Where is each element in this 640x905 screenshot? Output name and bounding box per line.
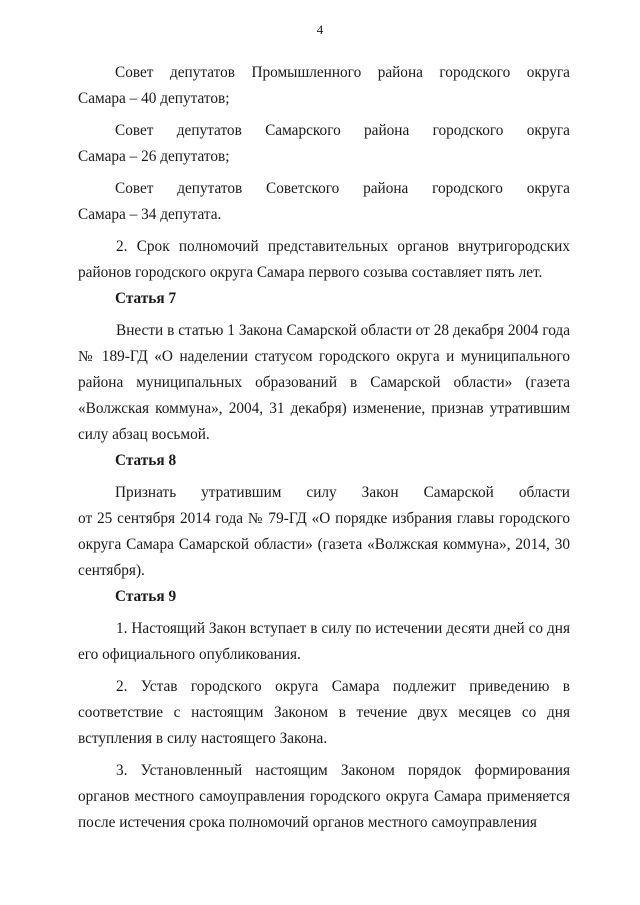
page-number: 4	[316, 22, 324, 37]
word: городского	[432, 122, 504, 139]
article-7-heading: Статья 7	[115, 290, 177, 307]
council-line	[78, 60, 570, 86]
word: района	[377, 64, 423, 81]
article-9-clause-1: 1. Настоящий Закон вступает в силу по истечении десяти дней со дня его официального опубликования.	[78, 620, 570, 663]
word: Советского	[266, 180, 340, 197]
council-line	[78, 176, 570, 202]
council-line	[78, 118, 570, 144]
word: Совет	[115, 122, 154, 139]
clause-2-paragraph: 2. Срок полномочий представительных органов внутригородских районов городского округа Самара первого созыва составляет пять лет.	[78, 238, 570, 281]
word: Признать	[115, 484, 177, 501]
council-entry	[78, 118, 570, 170]
word: депутатов	[176, 122, 242, 139]
word: района	[363, 180, 409, 197]
article-9-clause-2: 2. Устав городского округа Самара подлежит приведению в соответствие с настоящим Законом в течение двух месяцев со дня вступления в силу настоящего Закона.	[78, 678, 570, 747]
word: депутатов	[177, 180, 243, 197]
council-entry	[78, 176, 570, 228]
word: Самарского	[265, 122, 341, 139]
word: Промышленного	[251, 64, 362, 81]
word: утратившим	[201, 484, 282, 501]
article-8-heading: Статья 8	[115, 452, 177, 469]
council-line-2: Самара – 34 депутата.	[78, 206, 222, 223]
council-line-2: Самара – 40 депутатов;	[78, 90, 230, 107]
word: Совет	[115, 64, 154, 81]
council-entry	[78, 60, 570, 112]
word: округа	[526, 64, 570, 81]
word: округа	[526, 122, 570, 139]
word: городского	[432, 180, 503, 197]
article-7-text: Внести в статью 1 Закона Самарской области от 28 декабря 2004 года № 189-ГД «О наделении статусом городского округа и муниципального района муниципальных образований в Самарской области» (газета «Волжская коммуна», 2004, 31 декабря) изменение, признав утратившим силу абзац восьмой.	[78, 322, 570, 443]
article-8-text-rest: от 25 сентября 2014 года № 79-ГД «О порядке избрания главы городского округа Самара Самарской области» (газета «Волжская коммуна», 2014, 30 сентября).	[78, 510, 570, 579]
article-8-text	[78, 480, 570, 584]
article-8-first-line	[78, 480, 570, 506]
word: силу	[306, 484, 337, 501]
word: округа	[526, 180, 570, 197]
word: Совет	[115, 180, 154, 197]
article-9-clause-3: 3. Установленный настоящим Законом порядок формирования органов местного самоуправления городского округа Самара применяется после истечения срока полномочий органов местного самоуправления	[78, 762, 570, 831]
word: Закон	[361, 484, 399, 501]
word: области	[518, 484, 570, 501]
council-line-2: Самара – 26 депутатов;	[78, 148, 230, 165]
word: Самарской	[423, 484, 494, 501]
word: городского	[439, 64, 511, 81]
article-9-heading: Статья 9	[115, 588, 177, 605]
word: района	[364, 122, 410, 139]
word: депутатов	[169, 64, 235, 81]
document-body	[78, 60, 570, 836]
